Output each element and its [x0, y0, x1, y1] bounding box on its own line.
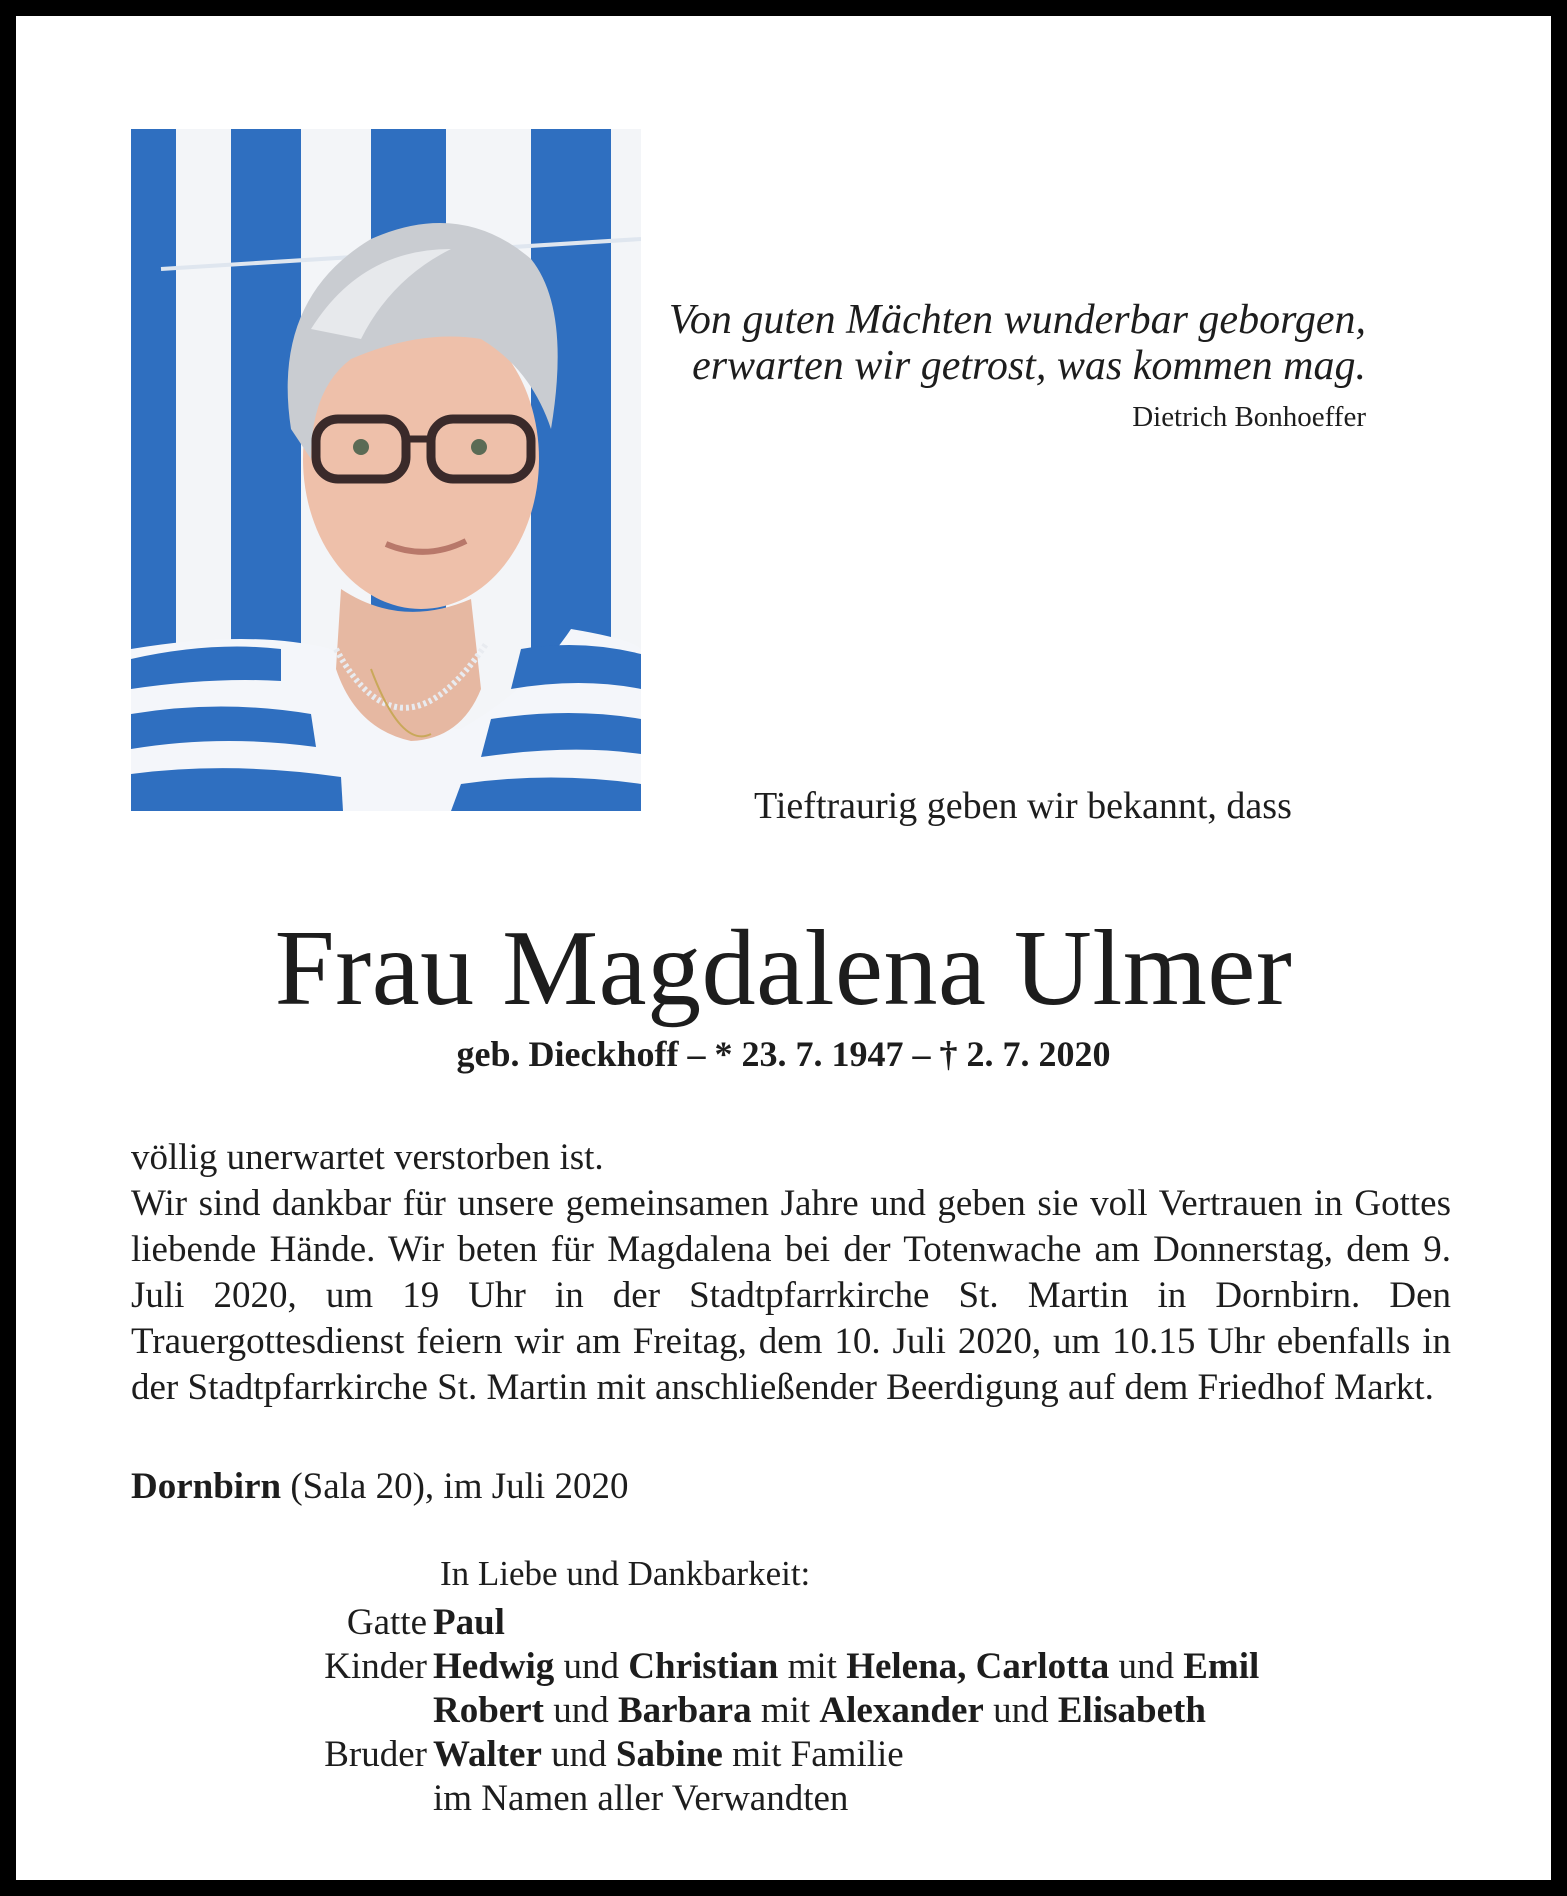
connector-text: und — [554, 1646, 629, 1687]
family-name: Hedwig — [433, 1646, 555, 1687]
family-footer: im Namen aller Verwandten — [433, 1778, 849, 1819]
body-first-line: völlig unerwartet verstorben ist. — [131, 1137, 604, 1178]
quote-block — [669, 297, 1366, 434]
family-row-kinder-cont — [296, 1689, 1259, 1733]
closing-line: In Liebe und Dankbarkeit: — [440, 1554, 811, 1593]
portrait-photo — [131, 129, 641, 811]
quote-line-2: erwarten wir getrost, was kommen mag. — [692, 343, 1366, 389]
relation-label: Gatte — [346, 1602, 427, 1643]
family-name: Sabine — [615, 1734, 723, 1775]
place-city: Dornbirn — [131, 1466, 282, 1507]
deceased-dates: geb. Dieckhoff – * 23. 7. 1947 – † 2. 7. 2020 — [456, 1034, 1111, 1074]
family-list — [296, 1601, 1259, 1821]
family-name: Christian — [628, 1646, 779, 1687]
intro-text: Tieftraurig geben wir bekannt, dass — [754, 785, 1292, 827]
connector-text: und — [541, 1734, 616, 1775]
family-name: Alexander — [819, 1690, 984, 1731]
family-row-bruder — [296, 1733, 1259, 1777]
connector-text: und — [983, 1690, 1058, 1731]
quote-line-1: Von guten Mächten wunderbar geborgen, — [668, 297, 1366, 343]
announcement-body — [131, 1135, 1451, 1411]
connector-text: mit Familie — [722, 1734, 904, 1775]
family-name: Helena, Carlotta — [846, 1646, 1110, 1687]
connector-text: mit — [751, 1690, 820, 1731]
connector-text: mit — [778, 1646, 847, 1687]
family-row-kinder — [296, 1645, 1259, 1689]
family-name: Emil — [1183, 1646, 1260, 1687]
obituary-sheet — [16, 16, 1551, 1880]
family-row-footer — [296, 1777, 1259, 1821]
place-date — [131, 1465, 628, 1508]
family-name: Barbara — [617, 1690, 752, 1731]
body-paragraph: Wir sind dankbar für unsere gemeinsamen Jahre und geben sie voll Vertrauen in Gottes liebende Hände. Wir beten für Magdalena bei der Totenwache am Donnerstag, dem 9. Juli 2020, um 19 Uhr in der Stadtpfarrkirche St. Martin in Dornbirn. Den Trauergottesdienst feiern wir am Freitag, dem 10. Juli 2020, um 10.15 Uhr ebenfalls in der Stadtpfarrkirche St. Martin mit anschließender Beerdigung auf dem Friedhof Markt. — [131, 1183, 1451, 1408]
family-row-gatte — [296, 1601, 1259, 1645]
family-name: Robert — [433, 1690, 544, 1731]
relation-label: Kinder — [324, 1646, 427, 1687]
family-name: Walter — [433, 1734, 542, 1775]
deceased-name: Frau Magdalena Ulmer — [274, 909, 1293, 1028]
place-rest: (Sala 20), im Juli 2020 — [281, 1466, 629, 1507]
connector-text: und — [543, 1690, 618, 1731]
relation-label: Bruder — [324, 1734, 427, 1775]
family-name: Elisabeth — [1057, 1690, 1206, 1731]
connector-text: und — [1109, 1646, 1184, 1687]
family-name: Paul — [433, 1602, 505, 1643]
quote-author: Dietrich Bonhoeffer — [1132, 401, 1366, 433]
